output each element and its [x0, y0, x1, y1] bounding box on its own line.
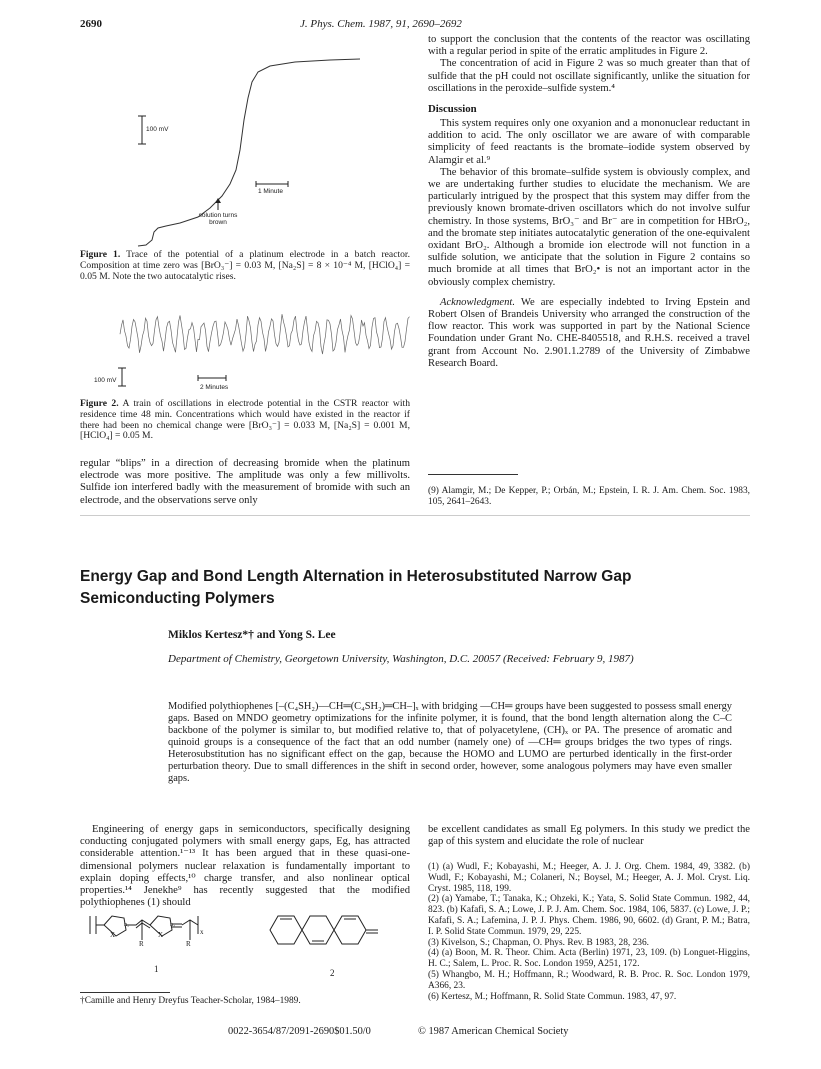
structure-1-r-left: R	[139, 940, 144, 948]
figure-2-oscillation-curve	[120, 314, 410, 354]
article-title: Energy Gap and Bond Length Alternation in Heterosubstituted Narrow Gap Semiconducting Polymers	[80, 568, 632, 607]
reference-item: (5) Whangbo, M. H.; Hoffmann, R.; Woodward, R. B. Proc. R. Soc. London 1979, A366, 23.	[428, 969, 750, 991]
figure-1-time-label: 1 Minute	[258, 188, 283, 195]
structure-1	[84, 908, 244, 968]
footnote-divider	[80, 992, 170, 993]
reference-item: (1) (a) Wudl, F.; Kobayashi, M.; Heeger, A. J. J. Org. Chem. 1984, 49, 3382. (b) Wudl, F.; Kobayashi, M.; Colaneri, N.; Boysel, M.; Heeger, A. J. Mol. Cryst. Liq. Cryst. 1985, 118, 199.	[428, 862, 750, 894]
footer-code: 0022-3654/87/2091-2690$01.50/0	[228, 1026, 371, 1037]
footer-copyright: © 1987 American Chemical Society	[418, 1026, 569, 1037]
article-abstract: Modified polythiophenes [–(C₄SH₂)—CH═(C₄SH₂)═CH–]ₓ with bridging —CH═ groups have been suggested to possess small energy gaps. Based on MNDO geometry optimizations for the infinite polymer, it is found, that the bond length alternation along the C–C backbone of the polymer is similar to, but modified relative to, that of polyacetylene, (CH)ₓ or PA. The presence of aromatic and quinoid groups is a consequence of the fact that an odd number (namely one) of —CH═ groups bridges the two types of rings. Heterosubstitution has no significant effect on the gap, because the HOMO and LUMO are perturbed identically in the first-order perturbation theory. Due to small differences in the shift in second order, however, some analogous polymers may have even smaller gaps.	[168, 701, 732, 784]
reference-9: (9) Alamgir, M.; De Kepper, P.; Orbán, M.; Epstein, I. R. J. Am. Chem. Soc. 1983, 105, 2641–2643.	[428, 486, 750, 507]
intro-left: Engineering of energy gaps in semiconductors, specifically designing conducting conjugated polymers with small energy gaps, Eg, has attracted considerable attention.¹⁻¹³ It has been argued that in these quasi-one-dimensional polymers nuclear relaxation is fundamentally important to explain doping effects,¹⁰ charge transfer, and also nonlinear optical properties.¹⁴ Jenekhe⁹ has recently suggested that the modified polythiophenes (1) should	[80, 824, 410, 909]
article-authors: Miklos Kertesz*† and Yong S. Lee	[168, 629, 336, 641]
reference-item: (4) (a) Boon, M. R. Theor. Chim. Acta (Berlin) 1971, 23, 109. (b) Longuet-Higgins, H. C.; Salem, L. Proc. R. Soc. London 1959, A251, 172.	[428, 948, 750, 970]
structure-1-n2: n₂	[170, 922, 176, 928]
structure-1-x-left: X	[110, 931, 116, 939]
right-paragraph-2: The concentration of acid in Figure 2 was so much greater than that of sulfide that the pH could not oscillate significantly, unlike the situation for oscillations in the peroxide–sulfide system.⁴	[428, 58, 750, 94]
figure-1-annotation: solution turns brown	[198, 212, 238, 226]
figure-2-trace	[80, 296, 410, 396]
structure-1-x: x	[200, 928, 204, 936]
figure-2-time-label: 2 Minutes	[200, 384, 229, 391]
figure-2-caption: Figure 2. A train of oscillations in electrode potential in the CSTR reactor with residence time 48 min. Concentrations which would have existed in the reactor if there had been no chemical change were [BrO₃⁻] = 0.033 M, [Na₂S] = 0.001 M, [HClO₄] = 0.05 M.	[80, 398, 410, 442]
discussion-paragraph-2: The behavior of this bromate–sulfide system is obviously complex, and we are undertaking further studies to elucidate the mechanism. We are particularly intrigued by the prospect that this system may differ from the previously known bromate-driven oscillators which do not involve sulfur chemistry. In those systems, BrO₃⁻ and Br⁻ are in competition for HBrO₂, and the bromate step initiates autocatalytic generation of the one-equivalent oxidant BrO₂. Although a bromide ion electrode will not function in a sulfide solution, we anticipate that the solution in Figure 2 contains so much bromide at all times that BrO₂• is not an important actor in the obviously complex chemistry.	[428, 166, 750, 288]
figure-1-caption: Figure 1. Trace of the potential of a platinum electrode in a batch reactor. Composition at time zero was [BrO₃⁻] = 0.03 M, [Na₂S] = 8 × 10⁻⁴ M, [HClO₄] = 0.05 M. Note the two autocatalytic rises.	[80, 249, 410, 282]
structure-1-n1: n₁	[124, 922, 130, 928]
figure-2-time-bar	[198, 375, 226, 381]
figure-1-arrow	[215, 198, 221, 210]
figure-2-scale-label: 100 mV	[94, 377, 117, 384]
figure-1-scale-bar	[138, 116, 146, 144]
left-column-text: regular “blips” in a direction of decreasing bromide when the platinum electrode was more positive. The amplitude was only a few millivolts. Sulfide ion interfered badly with the measurement of bromide with such an electrode, and the observations serve only	[80, 458, 410, 506]
acknowledgment: Acknowledgment. We are especially indebted to Irving Epstein and Robert Olsen of Brandeis University who arranged the construction of the flow reactor. This work was supported in part by the National Science Foundation under Grant No. CHE-8405518, and R.H.S. received a travel grant from Account No. 2.901.1.2789 of the University of Zimbabwe Research Board.	[428, 296, 750, 369]
structure-1-x-right: X	[158, 931, 164, 939]
reference-item: (6) Kertesz, M.; Hoffmann, R. Solid State Commun. 1983, 47, 97.	[428, 991, 677, 1002]
page-number: 2690	[80, 18, 102, 30]
footnote: †Camille and Henry Dreyfus Teacher-Scholar, 1984–1989.	[80, 996, 301, 1006]
structure-1-r-right: R	[186, 940, 191, 948]
structure-1-label: 1	[154, 964, 159, 974]
right-column	[428, 34, 750, 370]
right-paragraph-1: to support the conclusion that the contents of the reactor was oscillating with a regular period in spite of the erratic amplitudes in Figure 2.	[428, 34, 750, 58]
figure-1-scale-label: 100 mV	[146, 126, 169, 133]
reference-divider	[428, 474, 518, 475]
article-affiliation: Department of Chemistry, Georgetown University, Washington, D.C. 20057 (Received: February 9, 1987)	[168, 653, 634, 665]
structure-2	[256, 890, 406, 970]
figure-1-trace	[80, 50, 410, 250]
reference-item: (3) Kivelson, S.; Chapman, O. Phys. Rev. B 1983, 28, 236.	[428, 937, 650, 948]
reference-list	[428, 862, 750, 1002]
figure-1-time-bar	[256, 181, 288, 187]
running-header: J. Phys. Chem. 1987, 91, 2690–2692	[300, 18, 462, 30]
article-separator	[80, 515, 750, 516]
structure-2-label: 2	[330, 968, 335, 978]
intro-right: be excellent candidates as small Eg polymers. In this study we predict the gap of this system and elucidate the role of nuclear	[428, 824, 750, 848]
figure-1-potential-curve	[138, 59, 360, 246]
discussion-paragraph-1: This system requires only one oxyanion and a mononuclear reductant in addition to acid. The only oscillator we are aware of with comparable simplicity of feed reactants is the bromate–iodide system observed by Alamgir et al.⁹	[428, 118, 750, 166]
figure-2-scale-bar	[118, 368, 126, 386]
reference-item: (2) (a) Yamabe, T.; Tanaka, K.; Ohzeki, K.; Yata, S. Solid State Commun. 1982, 44, 823. (b) Kafafi, S. A.; Lowe, J. P. J. Am. Chem. Soc. 1984, 106, 5837. (c) Lowe, J. P.; Kafafi, S. A.; Lafemina, J. P. J. Phys. Chem. 1986, 90, 6602. (d) Grant, P. M.; Batra, I. P. Solid State Commun. 1979, 29, 225.	[428, 894, 750, 937]
discussion-heading: Discussion	[428, 103, 477, 116]
